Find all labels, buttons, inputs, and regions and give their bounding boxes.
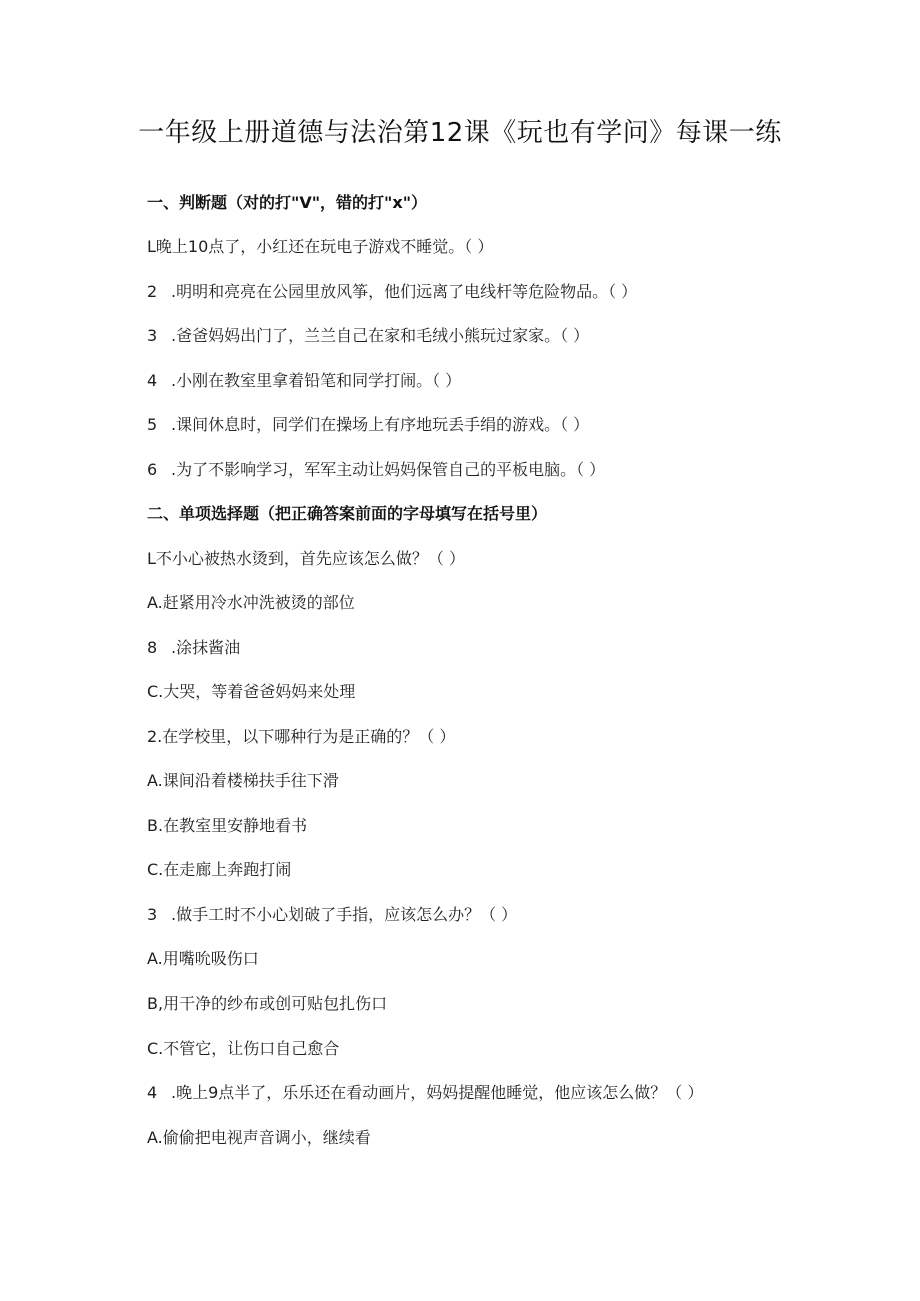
question-text: .爸爸妈妈出门了，兰兰自己在家和毛绒小熊玩过家家。（ ） [171, 326, 590, 345]
list-item [147, 637, 240, 659]
option-text: A.课间沿着楼梯扶手往下滑 [147, 771, 339, 790]
option-text: A.赶紧用冷水冲洗被烫的部位 [147, 593, 355, 612]
list-item [147, 370, 461, 392]
list-item [147, 236, 493, 258]
list-item [147, 770, 339, 792]
question-text: L晚上10点了，小红还在玩电子游戏不睡觉。（ ） [147, 237, 494, 256]
list-item [147, 281, 637, 303]
option-text: B.在教室里安静地看书 [147, 816, 308, 835]
option-text: C.在走廊上奔跑打闹 [147, 860, 292, 879]
list-item [147, 414, 589, 436]
list-item [147, 904, 517, 926]
question-text: .小刚在教室里拿着铅笔和同学打闹。（ ） [171, 371, 462, 390]
option-text: A.偷偷把电视声音调小，继续看 [147, 1128, 371, 1147]
question-text: .晚上9点半了，乐乐还在看动画片，妈妈提醒他睡觉，他应该怎么做？（ ） [171, 1083, 704, 1102]
question-number: 4 [147, 371, 158, 390]
list-item [147, 1127, 371, 1149]
question-text: L不小心被热水烫到，首先应该怎么做？（ ） [147, 549, 466, 568]
question-text: .为了不影响学习，军军主动让妈妈保管自己的平板电脑。（ ） [171, 460, 606, 479]
question-number: 2 [147, 282, 158, 301]
list-item [147, 459, 605, 481]
option-text: C.大哭，等着爸爸妈妈来处理 [147, 682, 356, 701]
question-number: 5 [147, 415, 158, 434]
question-text: 2.在学校里，以下哪种行为是正确的？（ ） [147, 727, 456, 746]
list-item [147, 815, 307, 837]
option-text: A.用嘴吮吸伤口 [147, 949, 259, 968]
question-number: 6 [147, 460, 158, 479]
list-item [147, 859, 291, 881]
question-number: 3 [147, 905, 158, 924]
question-number: 3 [147, 326, 158, 345]
question-number: 8 [147, 638, 158, 657]
list-item [147, 548, 465, 570]
option-text: C.不管它，让伤口自己愈合 [147, 1039, 340, 1058]
list-item [147, 993, 387, 1015]
question-text: .课间休息时，同学们在操场上有序地玩丢手绢的游戏。（ ） [171, 415, 590, 434]
question-text: .做手工时不小心划破了手指，应该怎么办？（ ） [171, 905, 518, 924]
section-heading-single-choice: 二、单项选择题（把正确答案前面的字母填写在括号里） [147, 504, 548, 523]
list-item [147, 948, 259, 970]
page-title: 一年级上册道德与法治第12课《玩也有学问》每课一练 [138, 118, 782, 148]
option-text: .涂抹酱油 [171, 638, 241, 657]
list-item [147, 1038, 339, 1060]
list-item [147, 726, 455, 748]
list-item [147, 592, 355, 614]
question-number: 4 [147, 1083, 158, 1102]
option-text: B,用干净的纱布或创可贴包扎伤口 [147, 994, 388, 1013]
list-item [147, 681, 355, 703]
list-item [147, 1082, 703, 1104]
list-item [147, 325, 589, 347]
section-heading-true-false: 一、判断题（对的打"V"，错的打"x"） [147, 193, 428, 212]
question-text: .明明和亮亮在公园里放风筝，他们远离了电线杆等危险物品。（ ） [171, 282, 638, 301]
